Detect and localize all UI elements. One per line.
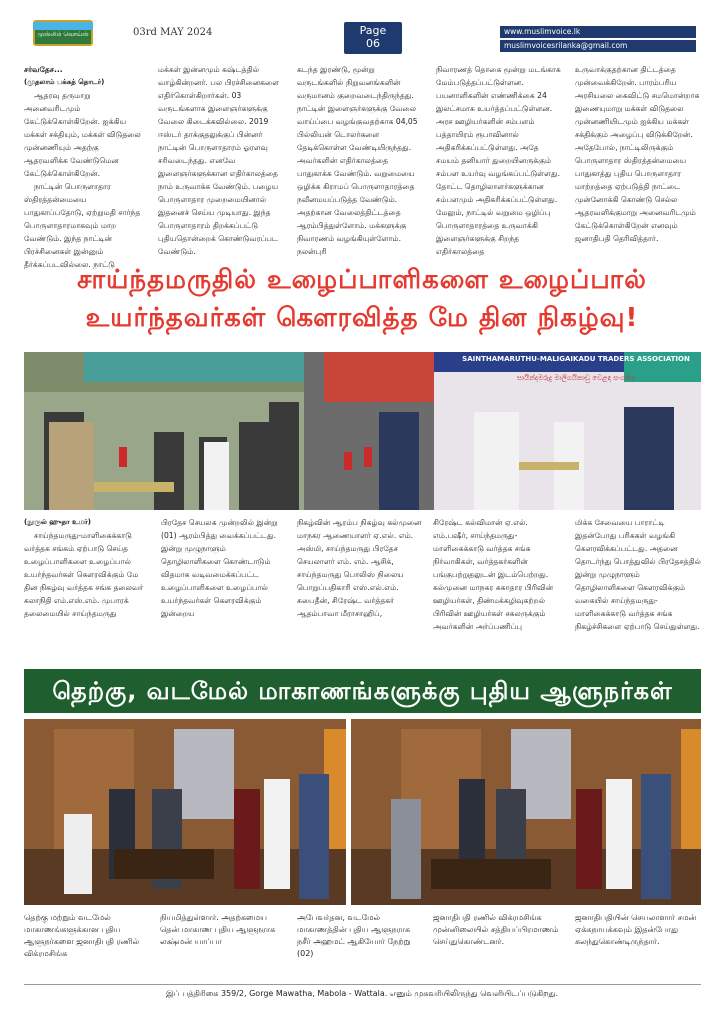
governor-photo-1-illustration (24, 719, 346, 905)
banner-english: SAINTHAMARUTHU-MALIGAIKADU TRADERS ASSOCIATION (462, 355, 690, 363)
governor-photo-1[interactable] (24, 719, 346, 905)
page-number-box (344, 22, 402, 54)
issue-date: 03rd MAY 2024 (133, 27, 213, 38)
footer-address: இப் பத்திரிகை 359/2, Gorge Mawatha, Mabola - Wattala. எனும் முகவரியிலிருந்து வெளியிடப்படுகிறது. (165, 989, 559, 998)
logo-text: முஸ்லிம் வொய்ஸ் (37, 31, 89, 38)
article-2-col-4 (433, 516, 563, 666)
article-byline: (நூருல் ஹுதா உமர்) (24, 518, 91, 526)
article-3-col-4: ஜனாதிபதி ரணில் விக்ரமசிங்க முன்னிலையில் சத்தியப்பிரமாணம் செய்துகொண்டனர். (433, 913, 559, 946)
article-byline: (முதலாம் பக்கத் தொடர்) (24, 78, 105, 86)
article-2-col-3 (297, 516, 422, 666)
paragraph: மக்கள் இன்னமும் கஷ்டத்தில் வாழ்கின்றனர். பல பிரச்சினைகளை எதிர்கொள்கிறார்கள். 03 வருடங்களாக இளைஞர்களுக்கு வேலை கிடைக்கவில்லை. 2019 ஈஸ்டர் தாக்குதலுக்குப் பின்னர் நாட்டின் பொருளாதாரம் ஓரளவு சரிவடைந்தது. எனவே இளைஞர்களுக்கான எதிர்காலத்தை நாம் உருவாக்க வேண்டும். பழைய பொருளாதார முறைமையினால் இதனைச் செய்ய முடியாது. இந்த பொருளாதாரம் திறக்கப்பட்டு புதியதொன்றைக் கொண்டுவரப்பட வேண்டும். (158, 65, 280, 256)
paragraph: நிவாரணத் தொகை மூன்று மடங்காக மேம்படுத்தப்பட்டுள்ளன. பயனாளிகளின் எண்ணிக்கை 24 இலட்சமாக உயர்த்தப்பட்டுள்ளன. அரச ஊழியர்களின் சம்பளம் பத்தாயிரம் ரூபாவினால் அதிகரிக்கப்பட்டுள்ளது. அதே சமயம் தனியார் துறையினருக்கும் சம்பள உயர்வு வழங்கப்பட்டுள்ளது. தோட்ட தொழிலாளர்களுக்கான சம்பளமும் அதிகரிக்கப்பட்டுள்ளது. மேலும், நாட்டில் வறுமை ஒழிப்பு பொருளாதாரத்தை உருவாக்கி இளைஞர்களுக்கு சிறந்த எதிர்காலத்தை (436, 65, 561, 256)
article-2-col-2 (161, 516, 286, 666)
paragraph: பிரதேச செயலக முன்றலில் இன்று (01) ஆரம்பித்து வைக்கப்பட்டது. இன்று முழுநாளும் தொழிலாளிகளை கொண்டாடும் விதமாக வடிவமைக்கப்பட்ட உழைப்பாளிகளை உழைப்பால் உயர்ந்தவர்கள் கௌரவிக்கும் இன்றைய (161, 518, 278, 618)
page-label: Page (359, 24, 387, 37)
article-2-col-5 (575, 516, 701, 666)
article-3-col-5: ஜனாதிபதியின் செயலாளார் சமன் ஏக்கநாயக்கவும் இதன்போது கலந்துகொண்டிருந்தார். (575, 913, 697, 946)
article-2-col-1 (24, 516, 149, 666)
paragraph: நிகழ்வின் ஆரம்ப நிகழ்வு கல்முனை மாநகர ஆணையாளர் ஏ.எல். எம். அஸ்மி, சாய்ந்தமருது பிரதேச செயலாளர் எம். எம். ஆசிக், சாய்ந்தமருது பொலிஸ் நிலைய பொறுப்பதிகாரி எஸ்.எல்.எம். சுபைதீன், சிரேஷ்ட வர்த்தகர் ஆதம்பாவா மீராசாஹிப், (297, 518, 422, 618)
page-number: 06 (366, 37, 380, 50)
article-3-col-1: தெற்கு மற்றும் வடமேல் மாகாணங்களுக்கான புதிய ஆளுநர்களை ஜனாதிபதி ரணில் விக்ரமசிங்க (24, 913, 140, 958)
paragraph: ஆதரவு தருமாறு அனைவரிடமும் கேட்டுக்கொள்கிறேன். ஐக்கிய மக்கள் சக்தியும், மக்கள் விடுதலை முன்னணியும் அதற்கு ஆதரவளிக்க வேண்டுமென கேட்டுக்கொள்கிறேன். (24, 91, 141, 178)
may-day-photo[interactable] (24, 352, 701, 510)
paragraph: உருவாக்குதற்கான திட்டத்தை முன்வைக்கிறேன். பாரம்பரிய அரசியலை கைவிட்டு சமமொன்றாக இணையுமாறு மக்கள் விடுதலை முன்னணியிடமும் ஐக்கிய மக்கள் சக்திக்கும் அழைப்பு விடுக்கிறேன். அதேபோல், நாட்டிலிருக்கும் பொருளாதார ஸ்திரத்தன்மையை பாதுகாத்து புதிய பொருளாதார மாற்றத்தை ஏற்படுத்தி நாட்டை முன்னோக்கி கொண்டு செல்ல ஆதரவளிக்குமாறு அனைவரிடமும் கேட்டுக்கொள்கிறேன் எனவும் ஜனாதிபதி தெரிவித்தார். (575, 65, 700, 243)
footer-divider (24, 984, 701, 985)
governor-photo-2[interactable] (351, 719, 701, 905)
paragraph: கடந்த இரண்டு, மூன்று வருடங்களில் நிறுவனங்களின் வருமானம் குறைவடைந்திருந்தது. நாட்டின் இளைஞர்களுக்கு வேலை வாய்ப்பை வழங்குவதற்காக 04,05 பில்லியன் டொலர்களை தேடிக்கொள்ள வேண்டியிருந்தது. அவர்களின் எதிர்காலத்தை பாதுகாக்க வேண்டும். வறுமையை ஒழிக்க கிராமப் பொருளாதாரத்தை நவீனமயப்படுத்த வேண்டும். அதற்கான வேலைத்திட்டத்தை ஆரம்பித்துள்ளோம். மக்களுக்கு நிவாரணம் வழங்கியுள்ளோம். நலன்புரி (297, 65, 418, 256)
paragraph: நாட்டின் பொருளாதார ஸ்திரத்தன்மையை பாதுகாப்பதோடு, ஏற்றுமதி சார்ந்த பொருளாதாரமாகவும் மாற வேண்டும். இந்த நாட்டின் பிரச்சினைகள் இன்னும் தீர்க்கப்படவில்லை. நாட்டு (24, 182, 141, 269)
website-link[interactable]: www.muslimvoice.lk (500, 26, 696, 38)
article-3-col-3: அபேவர்தன, வடமேல் மாகாணத்தின் புதிய ஆளுநராக நசீர் அஹமட் ஆகியோர் நேற்று (02) (297, 913, 411, 958)
headline-2: தெற்கு, வடமேல் மாகாணங்களுக்கு புதிய ஆளுநர்கள் (52, 677, 673, 705)
headline-2-bar (24, 669, 701, 713)
paragraph: சாய்ந்தமருது-மாளிகைக்காடு வர்த்தக சங்கம் ஏற்பாடு செய்த உழைப்பாளிகளை உழைப்பால் உயர்ந்தவர்கள் கௌரவிக்கும் மே தின நிகழ்வு வர்த்தக சங்க தலைவர் கலாநிதி எம்.எஸ்.எம். முபாரக் தலைமையில் சாய்ந்தமருது (24, 531, 144, 618)
paragraph: சிரேஷ்ட கல்விமான் ஏ.எல். எம்.பஷீர், சாய்ந்தமருது-மாளிகைக்காடு வர்த்தக சங்க நிர்வாகிகள், வர்த்தகர்களின் பங்குபற்றுதலுடன் இடம்பெற்றது. கல்முனை மாநகர சுகாதார பிரிவின் ஊழியர்கள், திண்மக்கழிவுகற்றல் பிரிவின் ஊழியர்கள் சகலருக்கும் அவர்களின் அர்ப்பணிப்பு (433, 518, 554, 631)
paragraph: மிக்க சேவையை பாராட்டி இதன்போது பரிசுகள் வழங்கி கௌரவிக்கப்பட்டது. அதனை தொடர்ந்து பொத்துவில் பிரதேசத்தில் இன்று முழுநாளும் தொழிலாளிகளை கௌரவிக்கும் வகையில் சாய்ந்தமருது- மாளிகைக்காடு வர்த்தக சங்க நிகழ்ச்சிகளை ஏற்பாடு செய்துள்ளது. (575, 518, 701, 631)
newspaper-logo[interactable] (33, 20, 93, 46)
article-heading: சர்வதேச... (24, 65, 63, 74)
email-link[interactable]: muslimvoicesrilanka@gmail.com (500, 40, 696, 52)
headline-1-line-1: சாய்ந்தமருதில் உழைப்பாளிகளை உழைப்பால் (77, 265, 647, 295)
governor-photo-2-illustration (351, 719, 701, 905)
headline-1-line-2: உயர்ந்தவர்கள் கௌரவித்த மே தின நிகழ்வு! (85, 303, 639, 333)
banner-sinhala: සායින්දමරුදු මාලිගයිකාඩු වෙළඳ සංගමය (516, 374, 636, 382)
article-3-col-2: நியமித்துள்ளார். அதற்கமைய தென் மாகாண புதிய ஆளுநராக லக்ஷ்மன் யாப்பா (160, 913, 276, 946)
